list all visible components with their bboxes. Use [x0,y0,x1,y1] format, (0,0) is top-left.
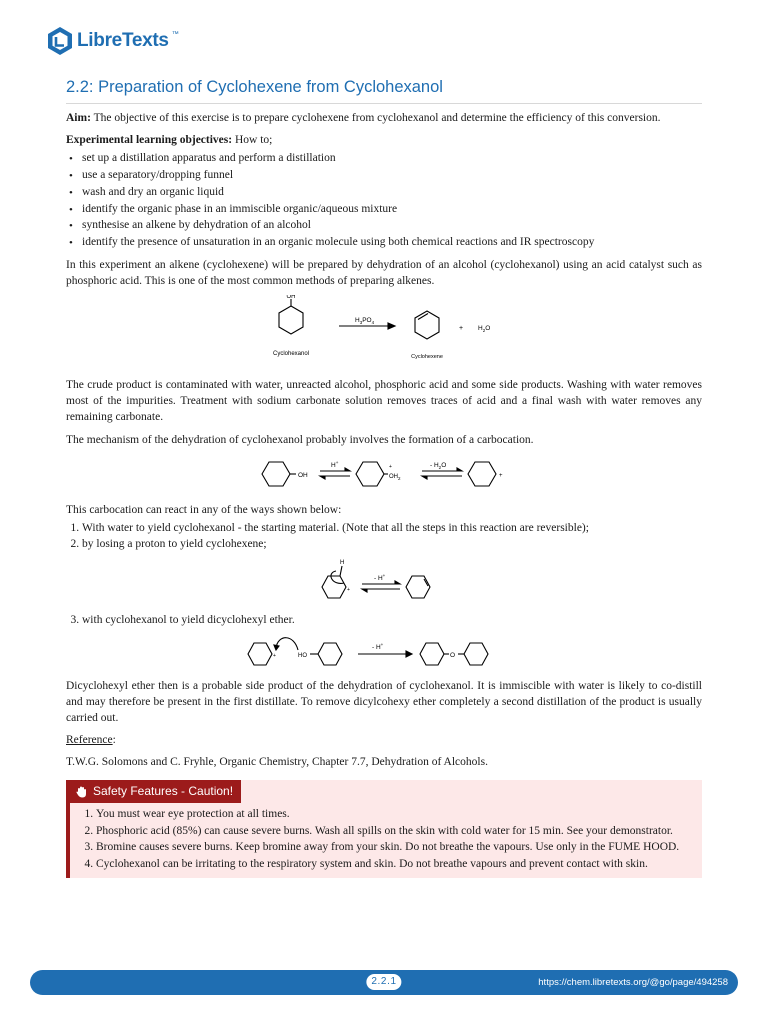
carbocation-ring [322,576,346,598]
hand-stop-icon [76,786,87,798]
carbocation-charge: + [273,652,276,659]
list-item: • identify the presence of unsaturation in an organic molecule using both chemical reactions and IR spectroscopy [82,234,702,251]
oh2-label: $OH_2$ [389,473,401,481]
logo-trademark: ™ [171,31,179,38]
safety-list [70,806,702,872]
reference-citation: T.W.G. Solomons and C. Fryhle, Organic Chemistry, Chapter 7.7, Dehydration of Alcohols. [66,756,488,769]
oh-label: OH [286,295,296,301]
aim-paragraph [66,110,702,126]
water-label: $H_2O$ [478,325,491,334]
objectives-label: Experimental learning objectives: [66,134,233,147]
list-item: • set up a distillation apparatus and perform a distillation [82,150,702,167]
list-item: 1. With water to yield cyclohexanol - the starting material. (Note that all the steps in this reaction are reversible); [82,520,702,536]
proton-label: H+ [331,459,339,469]
cyclohexene-ring [415,311,439,339]
ho-label: HO [298,652,307,659]
cyclohexyl-ring-left [420,643,444,665]
h-label: H [340,559,345,566]
libretexts-logo-icon [46,26,74,56]
ether-oxygen-label: O [450,651,456,659]
reference-heading [66,732,702,748]
list-item: • identify the organic phase in an immiscible organic/aqueous mixture [82,201,702,218]
objectives-list [66,150,702,251]
carbocation-charge: + [499,472,503,479]
carbocation-ring [468,462,496,486]
mechanism-intro: The mechanism of the dehydration of cyclohexanol probably involves the formation of a carbocation. [66,433,534,446]
crude-product-paragraph: The crude product is contaminated with water, unreacted alcohol, phosphoric acid and some side products. Washing with water removes most of the impurities. Treatment with sodium carbonate solution removes traces of acid and a final wash with water removes any remaining carbonate. [66,379,702,424]
cyclohexanol-ring [262,462,290,486]
page-number: 2.2.1 [366,974,401,990]
safety-box [66,780,702,878]
carbocation-ring [248,643,272,665]
oxonium-ring [356,462,384,486]
pathways-list-continued [66,612,702,628]
oxonium-charge: + [389,463,392,470]
catalyst-label: $H_3PO_4$ [355,317,375,326]
logo-text: LibreTexts [77,29,169,51]
carbocation-charge: + [347,586,350,593]
list-item: 2. by losing a proton to yield cyclohexene; [82,536,702,552]
page-title: 2.2: Preparation of Cyclohexene from Cyclohexanol [66,76,702,104]
list-item: • synthesise an alkene by dehydration of an alcohol [82,217,702,234]
aim-text: The objective of this exercise is to prepare cyclohexene from cyclohexanol and determine the efficiency of this conversion. [90,112,661,125]
minus-proton-label: - H+ [374,572,386,582]
reference-colon: : [112,734,116,746]
ether-formation-scheme [66,632,702,672]
oh-label: OH [298,471,308,479]
cyclohexyl-ring-right [464,643,488,665]
safety-header [70,780,241,803]
carbocation-intro: This carbocation can react in any of the ways shown below: [66,503,342,516]
proton-loss-scheme [66,556,702,606]
dehydration-reaction-scheme [66,295,702,371]
list-item: • use a separatory/dropping funnel [82,167,702,184]
curved-arrow [331,571,344,583]
list-item: 3. Bromine causes severe burns. Keep bromine away from your skin. Do not breathe the vapours. Use only in the FUME HOOD. [96,839,702,856]
objectives-text: How to; [232,134,273,147]
page-footer [30,970,738,995]
curved-arrow [276,637,298,649]
cyclohexanol-label: Cyclohexanol [272,351,310,358]
cyclohexene-ring [406,576,430,598]
page-permalink[interactable]: https://chem.libretexts.org/@go/page/494258 [538,977,728,988]
list-item: • wash and dry an organic liquid [82,184,702,201]
pathways-list [66,520,702,552]
aim-label: Aim: [66,112,91,125]
mechanism-scheme [66,452,702,496]
reference-label: Reference [66,734,113,746]
plus-sign: + [459,325,464,333]
cyclohexanol-ring [318,643,342,665]
libretexts-logo[interactable] [46,26,179,56]
cyclohexene-label: Cyclohexene [411,354,443,361]
dicyclohexyl-paragraph: Dicyclohexyl ether then is a probable side product of the dehydration of cyclohexanol. It is immiscible with water is likely to co-distill and may therefore be present in the first distillate. To remove dicylcohexy ether completely a second distillation of the product is usually carried out. [66,679,702,724]
page-content [66,76,702,878]
cyclohexanol-ring [279,306,303,334]
list-item: 2. Phosphoric acid (85%) can cause severe burns. Wash all spills on the skin with cold water for 15 min. See your demonstrator. [96,823,702,840]
minus-water-label: - $H_2O$ [430,461,447,470]
safety-title: Safety Features - Caution! [93,784,234,799]
list-item: 4. Cyclohexanol can be irritating to the respiratory system and skin. Do not breathe vapours and prevent contact with skin. [96,856,702,873]
objectives-heading [66,132,702,148]
list-item: 3. with cyclohexanol to yield dicyclohexyl ether. [82,612,702,628]
minus-proton-label: - H+ [372,641,384,651]
list-item: 1. You must wear eye protection at all times. [96,806,702,823]
intro-paragraph: In this experiment an alkene (cyclohexene) will be prepared by dehydration of an alcohol (cyclohexanol) using an acid catalyst such as phosphoric acid. This is one of the most common methods of preparing alkenes. [66,259,702,288]
